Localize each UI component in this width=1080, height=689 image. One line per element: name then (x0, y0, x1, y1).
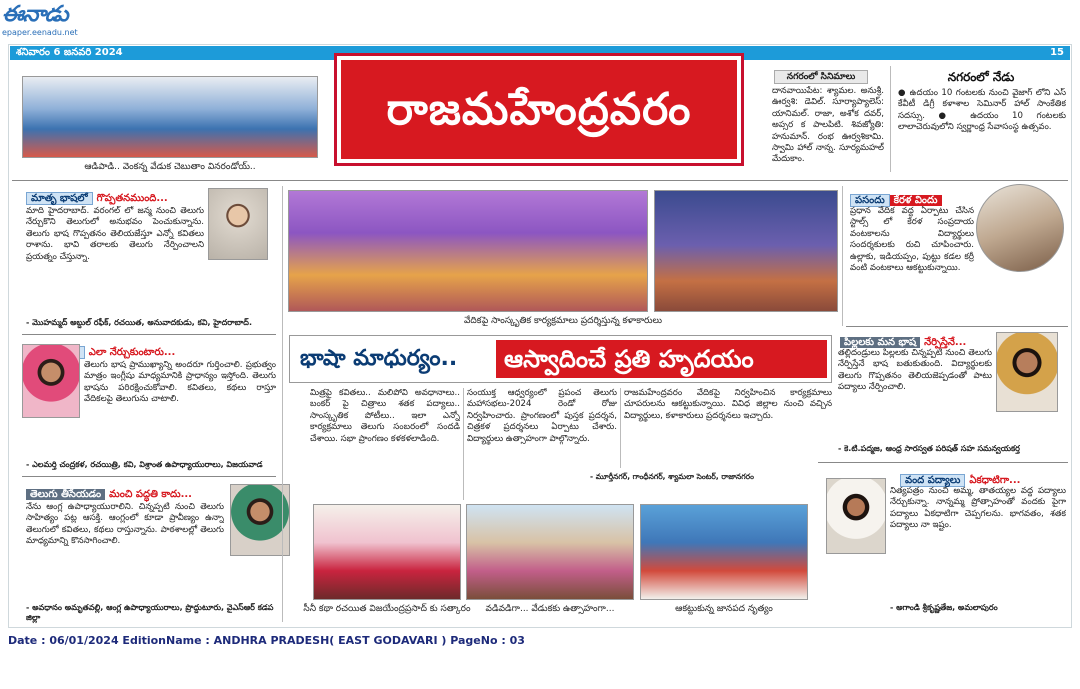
divider (463, 388, 464, 500)
tag-part-a: పసందు (850, 194, 890, 207)
divider (846, 326, 1068, 327)
mother-tongue-tag (26, 186, 186, 202)
today-text: ● ఉదయం 10 గంటలకు నుంచి వైజాగ్ లోని ఎస్ కేవీటీ డిగ్రీ కళాశాల సెమినార్ హాల్ సాంకేతిక సదస్సు. ● ఉదయం 10 గంటలకు లాలాచెరువులోని స్వర్ణాంధ్ర సేవాసంస్థ ఉత్సవం. (898, 88, 1066, 133)
tag-part-a: మాతృ భాషలో (26, 192, 93, 205)
stage-dance-photo (288, 190, 648, 312)
tag-part-a: పిల్లలకు మన భాష (840, 337, 920, 348)
poems-byline: - అగాండి శ్రీకృష్ణతేజ, అమలాపురం (890, 603, 998, 612)
children-lang-byline: - కె.టి.పద్మజ, ఆంధ్ర సారస్వత పరిషత్ సహ సమన్వయకర్త (838, 444, 1020, 453)
tag-part-b: నేర్పిస్తేనే... (920, 337, 970, 348)
tag-part-b: గొప్పతనముంది... (93, 193, 172, 204)
girls-caption: వడివడిగా... వేడుకకు ఉత్సాహంగా... (485, 604, 615, 614)
today-heading: నగరంలో నేడు (947, 70, 1015, 84)
tag-part-a: తెలుగు తీసేయడం (26, 489, 105, 500)
center-text-col3: రాజమహేంద్రవరం వేదికపై నిర్వహించిన కార్యక్రమాలు చూపరులను ఆకట్టుకున్నాయి. వివిధ జిల్లాల నుంచి వచ్చిన విద్యార్థులు, కళాకారులు ప్రదర్శనలు ఇచ్చారు. (624, 388, 832, 421)
srikrishnateja-portrait (826, 478, 886, 554)
teach-method-tag (26, 482, 236, 498)
logo-text: ఈనాడు (2, 2, 68, 27)
folk-caption: ఆకట్టుకున్న జానపద నృత్యం (675, 604, 773, 614)
girls-photo (466, 504, 634, 600)
divider (620, 388, 621, 468)
padmaja-portrait (996, 332, 1058, 412)
tag-part-a: వంద పద్యాలు (900, 474, 965, 487)
tag-part-b: ఏకధాటిగా... (965, 475, 1024, 486)
divider (282, 186, 283, 622)
amruthavalli-portrait (230, 484, 290, 556)
chandrakala-portrait (22, 344, 80, 418)
divider (890, 66, 891, 172)
page-number: 15 (1050, 47, 1064, 58)
kerala-text: ప్రధాన వేదిక వద్ద ఏర్పాటు చేసిన స్టాల్స్ లో కేరళ సంప్రదాయ వంటకాలను విద్యార్థులు సందర్శకులకు రుచి చూపించారు. ఉల్లాకు, ఇడియప్పం, పుట్టు కడల కర్రీ వంటి వంటకాలు ఆకట్టుకున్నాయి. (850, 206, 974, 274)
center-text-col2: సంయుక్త ఆధ్వర్యంలో ప్రపంచ తెలుగు మహాసభలు-2024 రెండో రోజు నిర్వహించారు. ప్రాంగణంలో పుస్తక ప్రదర్శన, చిత్రకళ ప్రదర్శనలు ఏర్పాటు చేశారు. విద్యార్థులు ఉత్సాహంగా పాల్గొన్నారు. (467, 388, 617, 444)
cinema-heading: నగరంలో సినిమాలు (774, 70, 868, 84)
divider (12, 180, 1068, 181)
top-left-photo-caption: ఆడిపాడి.. వెంకన్న వేడుక చెబుతాం వినరండోయ్.. (84, 162, 256, 172)
teach-method-text: నేను ఆంగ్ల ఉపాధ్యాయురాలిని. చిన్నప్పటి నుంచి తెలుగు సాహిత్యం పట్ల ఆసక్తి. ఆంగ్లంలో కూడా ప్రావీణ్యం ఉన్నా తెలుగులో కవితలు, కథలు రాస్తున్నాను. పాఠశాలల్లో తెలుగు మాధ్యమాన్ని కొనసాగించాలి. (26, 502, 224, 547)
headline-left: భాషా మాధుర్యం.. (294, 340, 500, 378)
award-caption: సీనీ కథా రచయిత విజయేంద్రప్రసాద్ కు సత్కారం (303, 604, 471, 614)
cinema-text: దానవాయిపేట: శ్యామల. అనుశ్రీ. ఊర్వశి: డెవిల్. సూర్యాప్యాలెస్: యానిమల్. రాజా, అశోక దవర్, అప్సర క పాలపిటి. శివజ్యోతి: హనుమాన్. రంభ ఊర్వశికామి. స్వామి హాల్ నాన్న. సూర్యమహల్ మేదుకాం. (772, 86, 884, 165)
teach-method-byline: - అవధానం అమృతవల్లి, ఆంగ్ల ఉపాధ్యాయురాలు, ప్రొద్దుటూరు, వైఎస్ఆర్ కడప జిల్లా (26, 603, 274, 622)
city-title-box (334, 53, 744, 166)
tag-part-b: ఎలా నేర్చుకుంటారు... (85, 347, 180, 358)
mother-tongue-text: మాది హైదరాబాద్. వరంగల్ లో జన్మ నుంచి తెలుగు నేర్చుకొని తెలుగులో అనుభవం పెంచుకున్నాను. తెలుగు భాష గొప్పతనం తెలియజేస్తూ ఎన్నో కవితలు రాశాను. భావి తరాలకు తెలుగు నేర్పించాలని ప్రయత్నం చేస్తున్నా. (26, 206, 204, 262)
divider (842, 186, 843, 326)
poems-text: నిత్యపత్రం నుంచి అమ్మ, తాతయ్యల వద్ద పద్యాలు నేర్చుకున్నా. నాన్నమ్మ ప్రోత్సాహంతో వందకు పైగా పద్యాలు ఏకధాటిగా చెప్పగలను. భాగవతం, శతక పద్యాలు నా ఇష్టం. (890, 486, 1066, 531)
headline-banner (289, 335, 832, 383)
rafeeq-portrait (208, 188, 268, 260)
poems-tag (900, 468, 1060, 484)
city-title: రాజమహేంద్రవరం (341, 60, 737, 159)
children-lang-text: తల్లిదండ్రులు పిల్లలకు చిన్నప్పటి నుంచి తెలుగు నేర్పిస్తేనే భాష బతుకుతుంది. విద్యార్థులకు తెలుగు గొప్పతనం తెలియజెప్పడంతో పాటు పద్యాలు నేర్పించాలి. (838, 348, 992, 393)
divider (22, 334, 276, 335)
headline-right: ఆస్వాదించే ప్రతి హృదయం (496, 340, 827, 378)
center-text-col2-byline: - మూర్తీనగర్, గాంధీనగర్, శ్యామలా సెంటర్, రాజానగరం (590, 472, 754, 481)
eenadu-logo[interactable] (2, 2, 97, 42)
folk-dance-photo (640, 504, 808, 600)
kerala-tag (850, 188, 980, 204)
tag-part-b: మంచి పద్ధతి కాదు... (105, 489, 196, 500)
center-text-col1: మిత్రపై కవితలు.. మలిపోవి అవధానాలు.. బంకర్ పై చిత్రాలు శతక పద్యాలు.. సాంస్కృతిక పోటీలు.. ఇలా ఎన్నో కార్యక్రమాలు తెలుగు సంబరంలో సందడి చేశాయి. సభా ప్రాంగణం కళకళలాడింది. (310, 388, 460, 444)
page-date: శనివారం 6 జనవరి 2024 (16, 47, 123, 58)
center-photo-caption: వేదికపై సాంస్కృతిక కార్యక్రమాలు ప్రదర్శిస్తున్న కళాకారులు (464, 316, 662, 326)
award-photo (313, 504, 461, 600)
stage-dance-photo-2 (654, 190, 838, 312)
divider (22, 476, 276, 477)
kerala-food-photo (976, 184, 1064, 272)
tag-part-b: కేరళ విందు (890, 195, 942, 206)
future-gen-text: తెలుగు భాష ప్రాముఖ్యాన్ని అందరూ గుర్తించాలి. ప్రభుత్వం మాత్రం ఇంగ్లీషు మాధ్యమానికి ప్రాధాన్యం ఇస్తోంది. తెలుగు భాషను పరిరక్షించుకోవాలి. కవితలు, కథలు రాస్తూ వేదికలపై తెలుగును చాటాలి. (84, 360, 276, 405)
future-gen-byline: - ఎలమర్తి చంద్రకళ, రచయిత్రి, కవి, విశ్రాంత ఉపాధ్యాయురాలు, విజయవాడ (26, 460, 263, 469)
divider (818, 462, 1068, 463)
site-url: epaper.eenadu.net (2, 28, 78, 37)
top-left-dance-photo (22, 76, 318, 158)
edition-footer: Date : 06/01/2024 EditionName : ANDHRA PRADESH( EAST GODAVARI ) PageNo : 03 (8, 634, 525, 647)
mother-tongue-byline: - మొహమ్మద్ అబ్దుల్ రఫీక్, రచయిత, అనువాదకుడు, కవి, హైదరాబాద్. (26, 318, 252, 327)
